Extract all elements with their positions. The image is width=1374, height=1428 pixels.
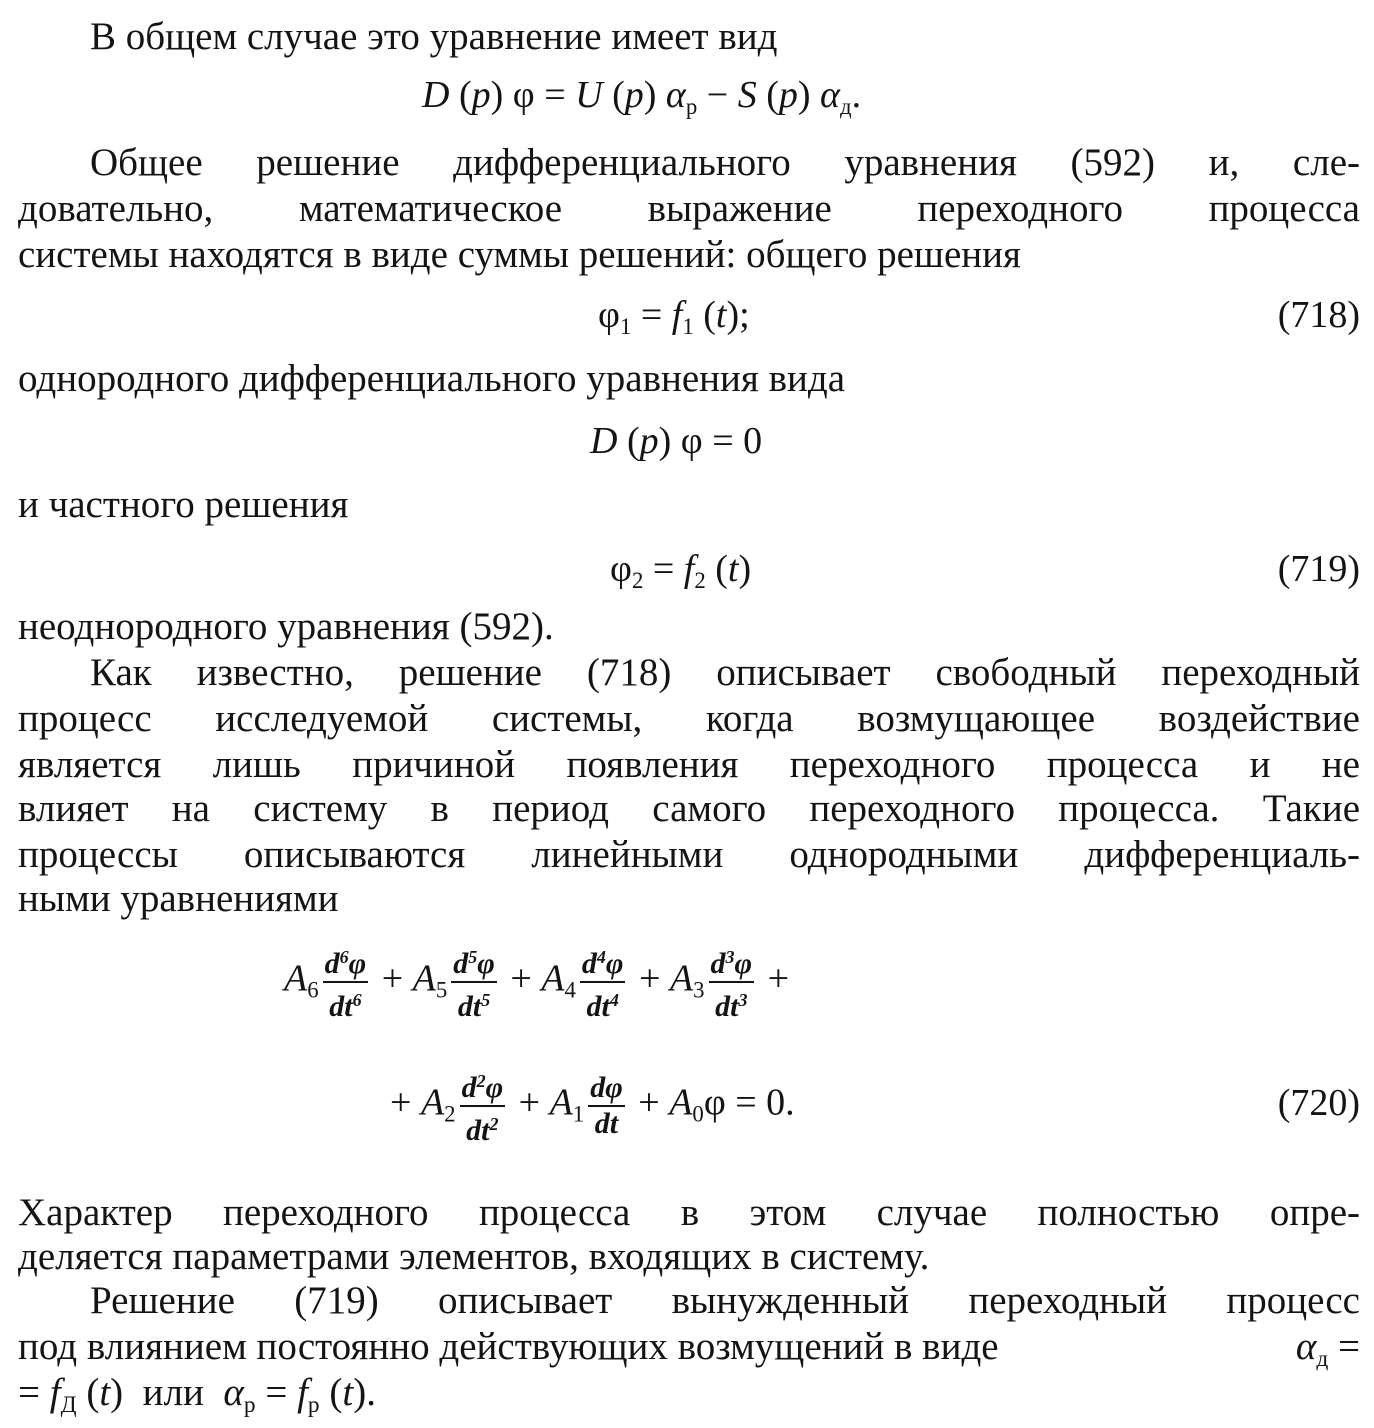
equation-719: $\varphi_2 = f_2$ (t) — [610, 548, 752, 593]
equation-720-line1: $A_6$ $\frac{d^6\varphi}{dt^6}$ + $A_5$ $\frac{d^5\varphi}{dt^5}$ + $A_4$ $\frac{d^4\varphi}{dt^4}$ + $A_3$ $\frac{d^3\varphi}{dt^3}$ + — [284, 940, 789, 1024]
paragraph-intro: В общем случае это уравнение имеет вид — [90, 15, 778, 58]
equation-number: (718) — [1277, 294, 1360, 336]
inline-math: $\alpha_д$ = — [1295, 1325, 1360, 1373]
paragraph-line: однородного дифференциального уравнения вида — [18, 357, 846, 400]
paragraph-line: Характер переходного процесса в этом случае полностью опре- — [18, 1191, 1360, 1234]
paragraph-line: является лишь причиной появления переходного процесса и не — [18, 743, 1360, 786]
equation-number: (720) — [1277, 1082, 1360, 1124]
paragraph-line: довательно, математическое выражение переходного процесса — [18, 187, 1360, 230]
equation-number: (719) — [1277, 548, 1360, 590]
paragraph-line-with-math — [18, 1370, 1360, 1428]
paragraph-line: влияет на систему в период самого переходного процесса. Такие — [18, 787, 1360, 830]
paragraph-line: ными уравнениями — [18, 877, 339, 920]
equation-homogeneous: D (p) φ = 0 — [590, 420, 763, 462]
paragraph-line: неоднородного уравнения (592). — [18, 605, 554, 648]
paragraph-line: Как известно, решение (718) описывает свободный переходный — [90, 651, 1360, 694]
paragraph-line: процесс исследуемой системы, когда возмущающее воздействие — [18, 697, 1360, 740]
inline-math: $\alpha_р = f_р$ (t). — [223, 1371, 376, 1419]
paragraph-line-with-math — [18, 1324, 1360, 1373]
paragraph-line: системы находятся в виде суммы решений: общего решения — [18, 233, 1021, 276]
equation-720-line2: + $A_2$ $\frac{d^2\varphi}{dt^2}$ + $A_1$ $\frac{d\varphi}{dt}$ + $A_0\varphi = 0$. — [390, 1064, 795, 1148]
inline-math: = $f_Д$ (t) — [18, 1371, 124, 1419]
paragraph-line: процессы описываются линейными однородными дифференциаль- — [18, 833, 1360, 876]
paragraph-line: Решение (719) описывает вынужденный переходный процесс — [90, 1279, 1360, 1322]
paragraph-line: Общее решение дифференциального уравнения (592) и, сле- — [90, 141, 1360, 184]
paragraph-line: деляется параметрами элементов, входящих в систему. — [18, 1235, 930, 1278]
equation-718: $\varphi_1 = f_1$ (t); — [598, 294, 750, 339]
paragraph-text: под влиянием постоянно действующих возмущений в виде — [18, 1325, 999, 1368]
paragraph-line: и частного решения — [18, 483, 349, 526]
equation-general-form: D (p) φ = U (p) $\alpha_р - S$ (p) $\alpha_д$. — [422, 74, 862, 119]
paragraph-text: или — [142, 1371, 204, 1414]
